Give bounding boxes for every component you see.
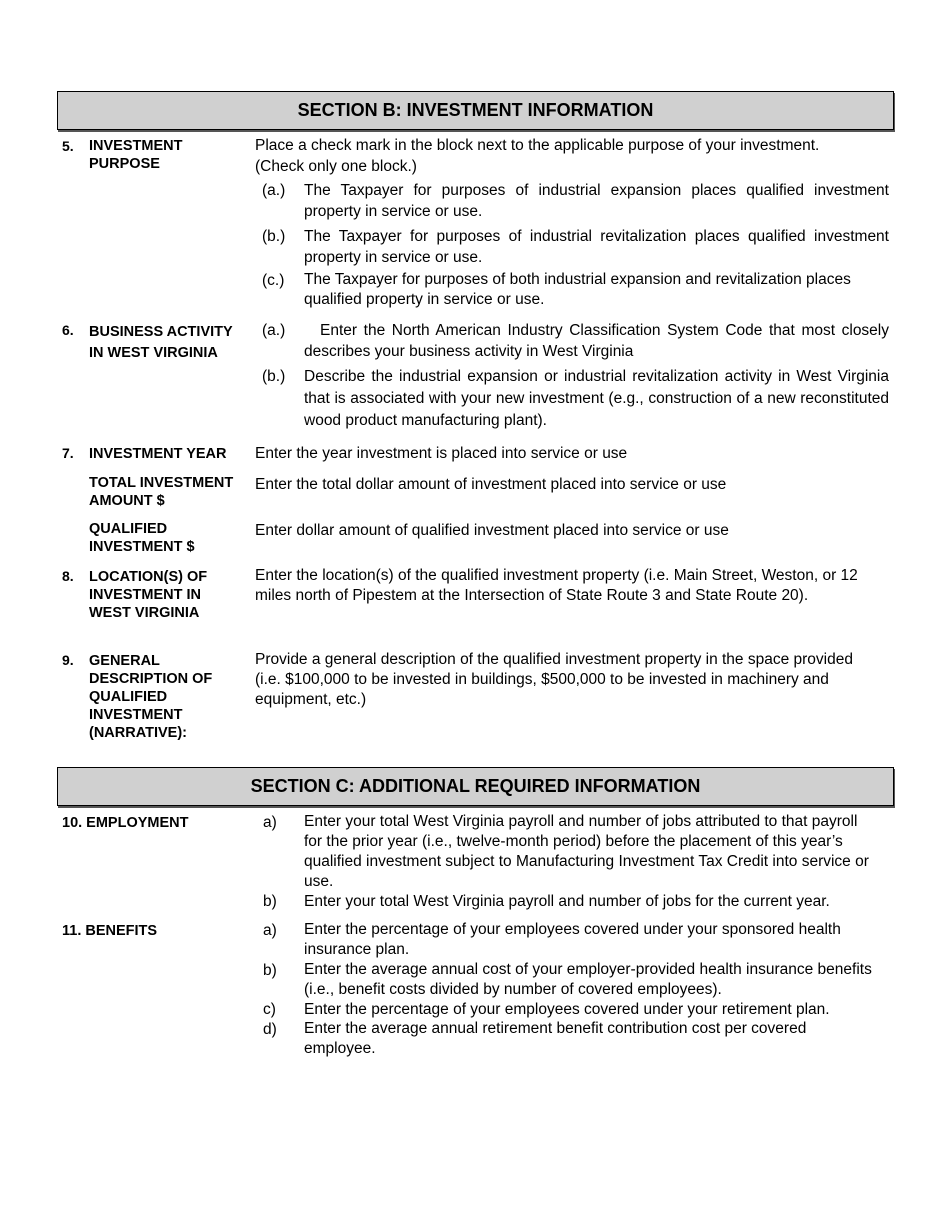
item-8-number: 8. [62,568,74,584]
qualified-investment-text: Enter dollar amount of qualified investment placed into service or use [255,522,729,539]
item-9-label-line1: GENERAL [89,653,160,669]
item-5-option-a-marker: (a.) [262,182,286,199]
item-11-label: 11. BENEFITS [62,923,158,939]
item-5-option-b-marker: (b.) [262,228,286,245]
item-9-number: 9. [62,652,74,668]
item-5-intro [255,135,889,177]
item-8-text: Enter the location(s) of the qualified investment property (i.e. Main Street, Weston, or 12 miles north of Pipestem at the Intersection of State Route 3 and State Route 20). [255,567,858,604]
item-10-option-a-text: Enter your total West Virginia payroll and number of jobs attributed to that payroll for the prior year (i.e., twelve-month period) before the placement of this year’s qualified investment subject to Manufacturing Investment Tax Credit into service or use. [304,813,869,890]
item-6-option-a-marker: (a.) [262,322,286,339]
item-11-option-d-text: Enter the average annual retirement benefit contribution cost per covered employee. [304,1020,807,1057]
section-c-header: SECTION C: ADDITIONAL REQUIRED INFORMATION [57,767,894,806]
item-11-option-a-text: Enter the percentage of your employees covered under your sponsored health insurance plan. [304,921,841,958]
qualified-investment-label [89,520,195,556]
item-10-label: 10. EMPLOYMENT [62,815,189,831]
item-5-intro-line2: (Check only one block.) [255,158,417,175]
item-5-number: 5. [62,138,74,154]
item-11-option-b-text: Enter the average annual cost of your employer-provided health insurance benefits (i.e., benefit costs divided by number of covered employees). [304,961,872,998]
item-5-option-c-text: The Taxpayer for purposes of both industrial expansion and revitalization places qualified property in service or use. [304,271,851,308]
item-9-text: Provide a general description of the qualified investment property in the space provided (i.e. $100,000 to be invested in buildings, $500,000 to be invested in machinery and equipment, etc.) [255,651,853,708]
item-5-option-c-marker: (c.) [262,272,285,289]
item-10-option-a-marker: a) [263,814,277,831]
item-6-option-b-marker: (b.) [262,368,286,385]
item-8-label-line2: INVESTMENT IN [89,587,201,603]
item-8-label [89,568,207,622]
total-investment-label-line1: TOTAL INVESTMENT [89,475,234,491]
item-6-label [89,322,233,364]
item-10-option-b-text: Enter your total West Virginia payroll and number of jobs for the current year. [304,893,830,910]
item-11-option-d-marker: d) [263,1021,277,1038]
item-5-label-line1: INVESTMENT [89,138,183,154]
item-5-option-b-text: The Taxpayer for purposes of industrial revitalization places qualified investment property in service or use. [304,228,889,266]
item-6-option-a-text: Enter the North American Industry Classification System Code that most closely describes your business activity in West Virginia [304,322,889,360]
item-8-label-line1: LOCATION(S) OF [89,569,208,585]
item-7-label: INVESTMENT YEAR [89,446,227,462]
item-6-option-b-text: Describe the industrial expansion or industrial revitalization activity in West Virginia that is associated with your new investment (e.g., construction of a new reconstituted wood product manufacturing plant). [304,368,889,429]
item-6-number: 6. [62,322,74,338]
total-investment-label [89,474,233,510]
item-11-option-a-marker: a) [263,922,277,939]
total-investment-text: Enter the total dollar amount of investment placed into service or use [255,476,727,493]
item-5-option-a-text: The Taxpayer for purposes of industrial expansion places qualified investment property in service or use. [304,182,889,220]
item-9-label-line2: DESCRIPTION OF [89,671,213,687]
item-7-number: 7. [62,445,74,461]
item-9-label [89,652,212,742]
qualified-investment-label-line2: INVESTMENT $ [89,539,195,555]
item-6-label-line1: BUSINESS ACTIVITY [89,324,233,340]
item-11-option-c-text: Enter the percentage of your employees covered under your retirement plan. [304,1001,830,1018]
item-10-option-b-marker: b) [263,893,277,910]
section-b-header: SECTION B: INVESTMENT INFORMATION [57,91,894,130]
item-6-label-line2: IN WEST VIRGINIA [89,345,218,361]
qualified-investment-label-line1: QUALIFIED [89,521,168,537]
item-9-label-line4: INVESTMENT [89,707,183,723]
item-7-text: Enter the year investment is placed into service or use [255,445,628,462]
item-5-intro-line1: Place a check mark in the block next to the applicable purpose of your investment. [255,137,820,154]
total-investment-label-line2: AMOUNT $ [89,493,165,509]
item-8-label-line3: WEST VIRGINIA [89,605,200,621]
item-9-label-line3: QUALIFIED [89,689,168,705]
item-5-label-line2: PURPOSE [89,156,160,172]
item-11-option-c-marker: c) [263,1001,276,1018]
item-5-label [89,137,182,173]
item-9-label-line5: (NARRATIVE): [89,725,187,741]
item-11-option-b-marker: b) [263,962,277,979]
